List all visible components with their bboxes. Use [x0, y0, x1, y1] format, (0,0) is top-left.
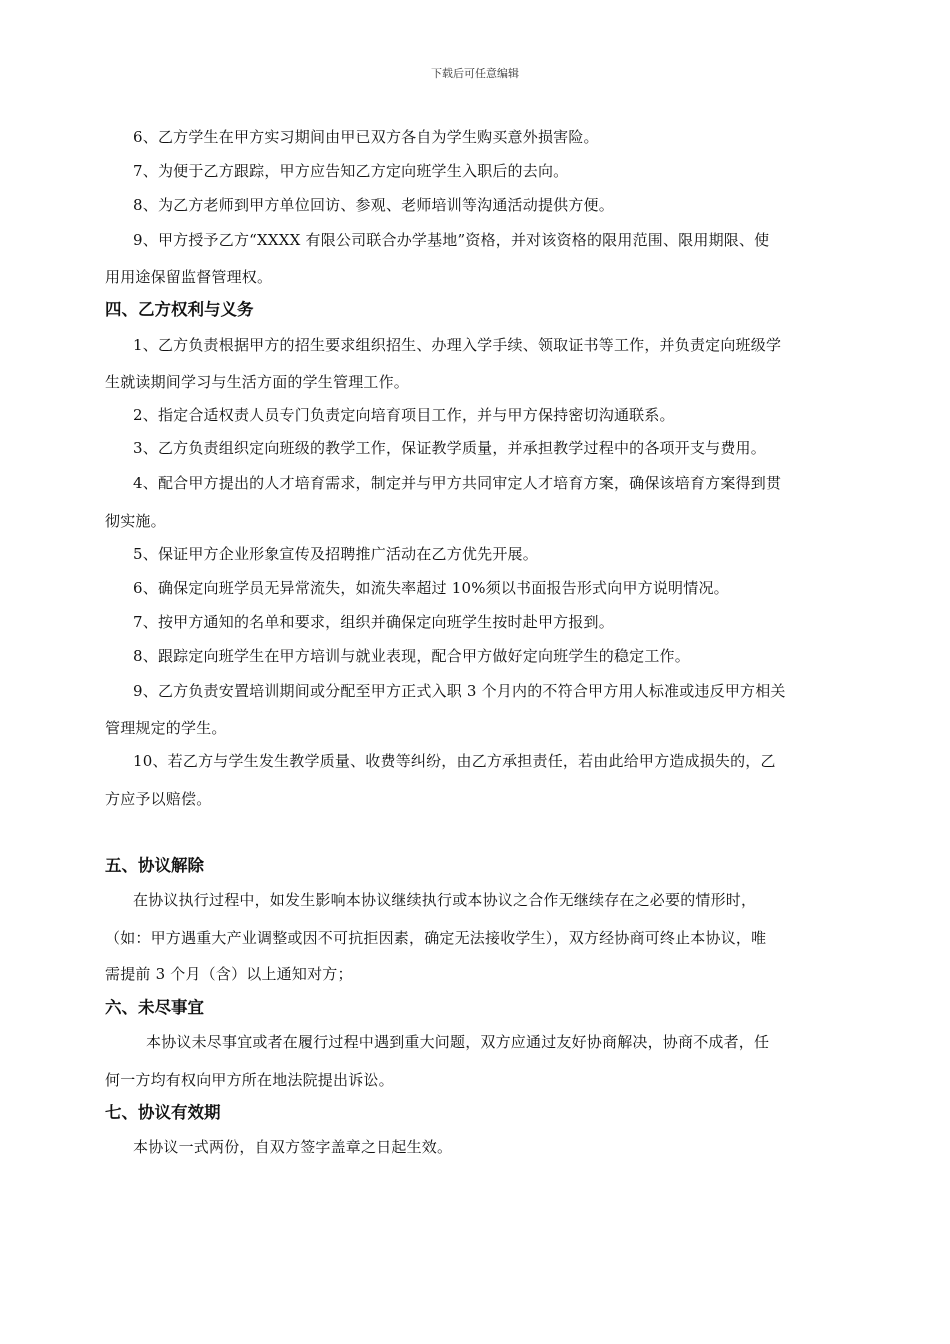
section4-item-2: 2、指定合适权责人员专门负责定向培育项目工作，并与甲方保持密切沟通联系。	[133, 406, 675, 424]
section3-item-6: 6、乙方学生在甲方实习期间由甲已双方各自为学生购买意外损害险。	[133, 128, 599, 146]
section4-item-3: 3、乙方负责组织定向班级的教学工作，保证教学质量，并承担教学过程中的各项开支与费用。	[133, 439, 766, 457]
section6-heading: 六、未尽事宜	[105, 998, 204, 1017]
section4-item-5: 5、保证甲方企业形象宣传及招聘推广活动在乙方优先开展。	[133, 545, 538, 563]
section5-line-1: 在协议执行过程中，如发生影响本协议继续执行或本协议之合作无继续存在之必要的情形时，	[133, 891, 757, 909]
section5-line-2: （如：甲方遇重大产业调整或因不可抗拒因素，确定无法接收学生），双方经协商可终止本协议，唯	[105, 929, 767, 947]
section4-item-4-cont: 彻实施。	[105, 512, 166, 530]
section6-line-1: 本协议未尽事宜或者在履行过程中遇到重大问题，双方应通过友好协商解决，协商不成者，任	[146, 1033, 770, 1051]
section7-heading: 七、协议有效期	[105, 1103, 221, 1122]
section3-item-9: 9、甲方授予乙方“XXXX 有限公司联合办学基地”资格，并对该资格的限用范围、限用期限、使	[133, 231, 770, 249]
section4-heading: 四、乙方权利与义务	[105, 300, 254, 319]
section4-item-10: 10、若乙方与学生发生教学质量、收费等纠纷，由乙方承担责任，若由此给甲方造成损失的，乙	[133, 752, 776, 770]
section4-item-7: 7、按甲方通知的名单和要求，组织并确保定向班学生按时赴甲方报到。	[133, 613, 614, 631]
section4-item-9-cont: 管理规定的学生。	[105, 719, 227, 737]
section3-item-8: 8、为乙方老师到甲方单位回访、参观、老师培训等沟通活动提供方便。	[133, 196, 614, 214]
section4-item-9: 9、乙方负责安置培训期间或分配至甲方正式入职 3 个月内的不符合甲方用人标准或违反甲方相关	[133, 682, 786, 700]
section4-item-8: 8、跟踪定向班学生在甲方培训与就业表现，配合甲方做好定向班学生的稳定工作。	[133, 647, 690, 665]
section4-item-1: 1、乙方负责根据甲方的招生要求组织招生、办理入学手续、领取证书等工作，并负责定向班级学	[133, 336, 782, 354]
section4-item-10-cont: 方应予以赔偿。	[105, 790, 212, 808]
section7-line-1: 本协议一式两份，自双方签字盖章之日起生效。	[133, 1138, 453, 1156]
section6-line-2: 何一方均有权向甲方所在地法院提出诉讼。	[105, 1071, 394, 1089]
section4-item-1-cont: 生就读期间学习与生活方面的学生管理工作。	[105, 373, 410, 391]
section4-item-4: 4、配合甲方提出的人才培育需求，制定并与甲方共同审定人才培育方案，确保该培育方案得到贯	[133, 474, 782, 492]
section4-item-6: 6、确保定向班学员无异常流失，如流失率超过 10%须以书面报告形式向甲方说明情况。	[133, 579, 729, 597]
section3-item-7: 7、为便于乙方跟踪，甲方应告知乙方定向班学生入职后的去向。	[133, 162, 569, 180]
page-header: 下载后可任意编辑	[431, 67, 519, 80]
section5-heading: 五、协议解除	[105, 856, 204, 875]
section5-line-3: 需提前 3 个月（含）以上通知对方；	[105, 965, 353, 983]
section3-item-9-cont: 用用途保留监督管理权。	[105, 268, 273, 286]
